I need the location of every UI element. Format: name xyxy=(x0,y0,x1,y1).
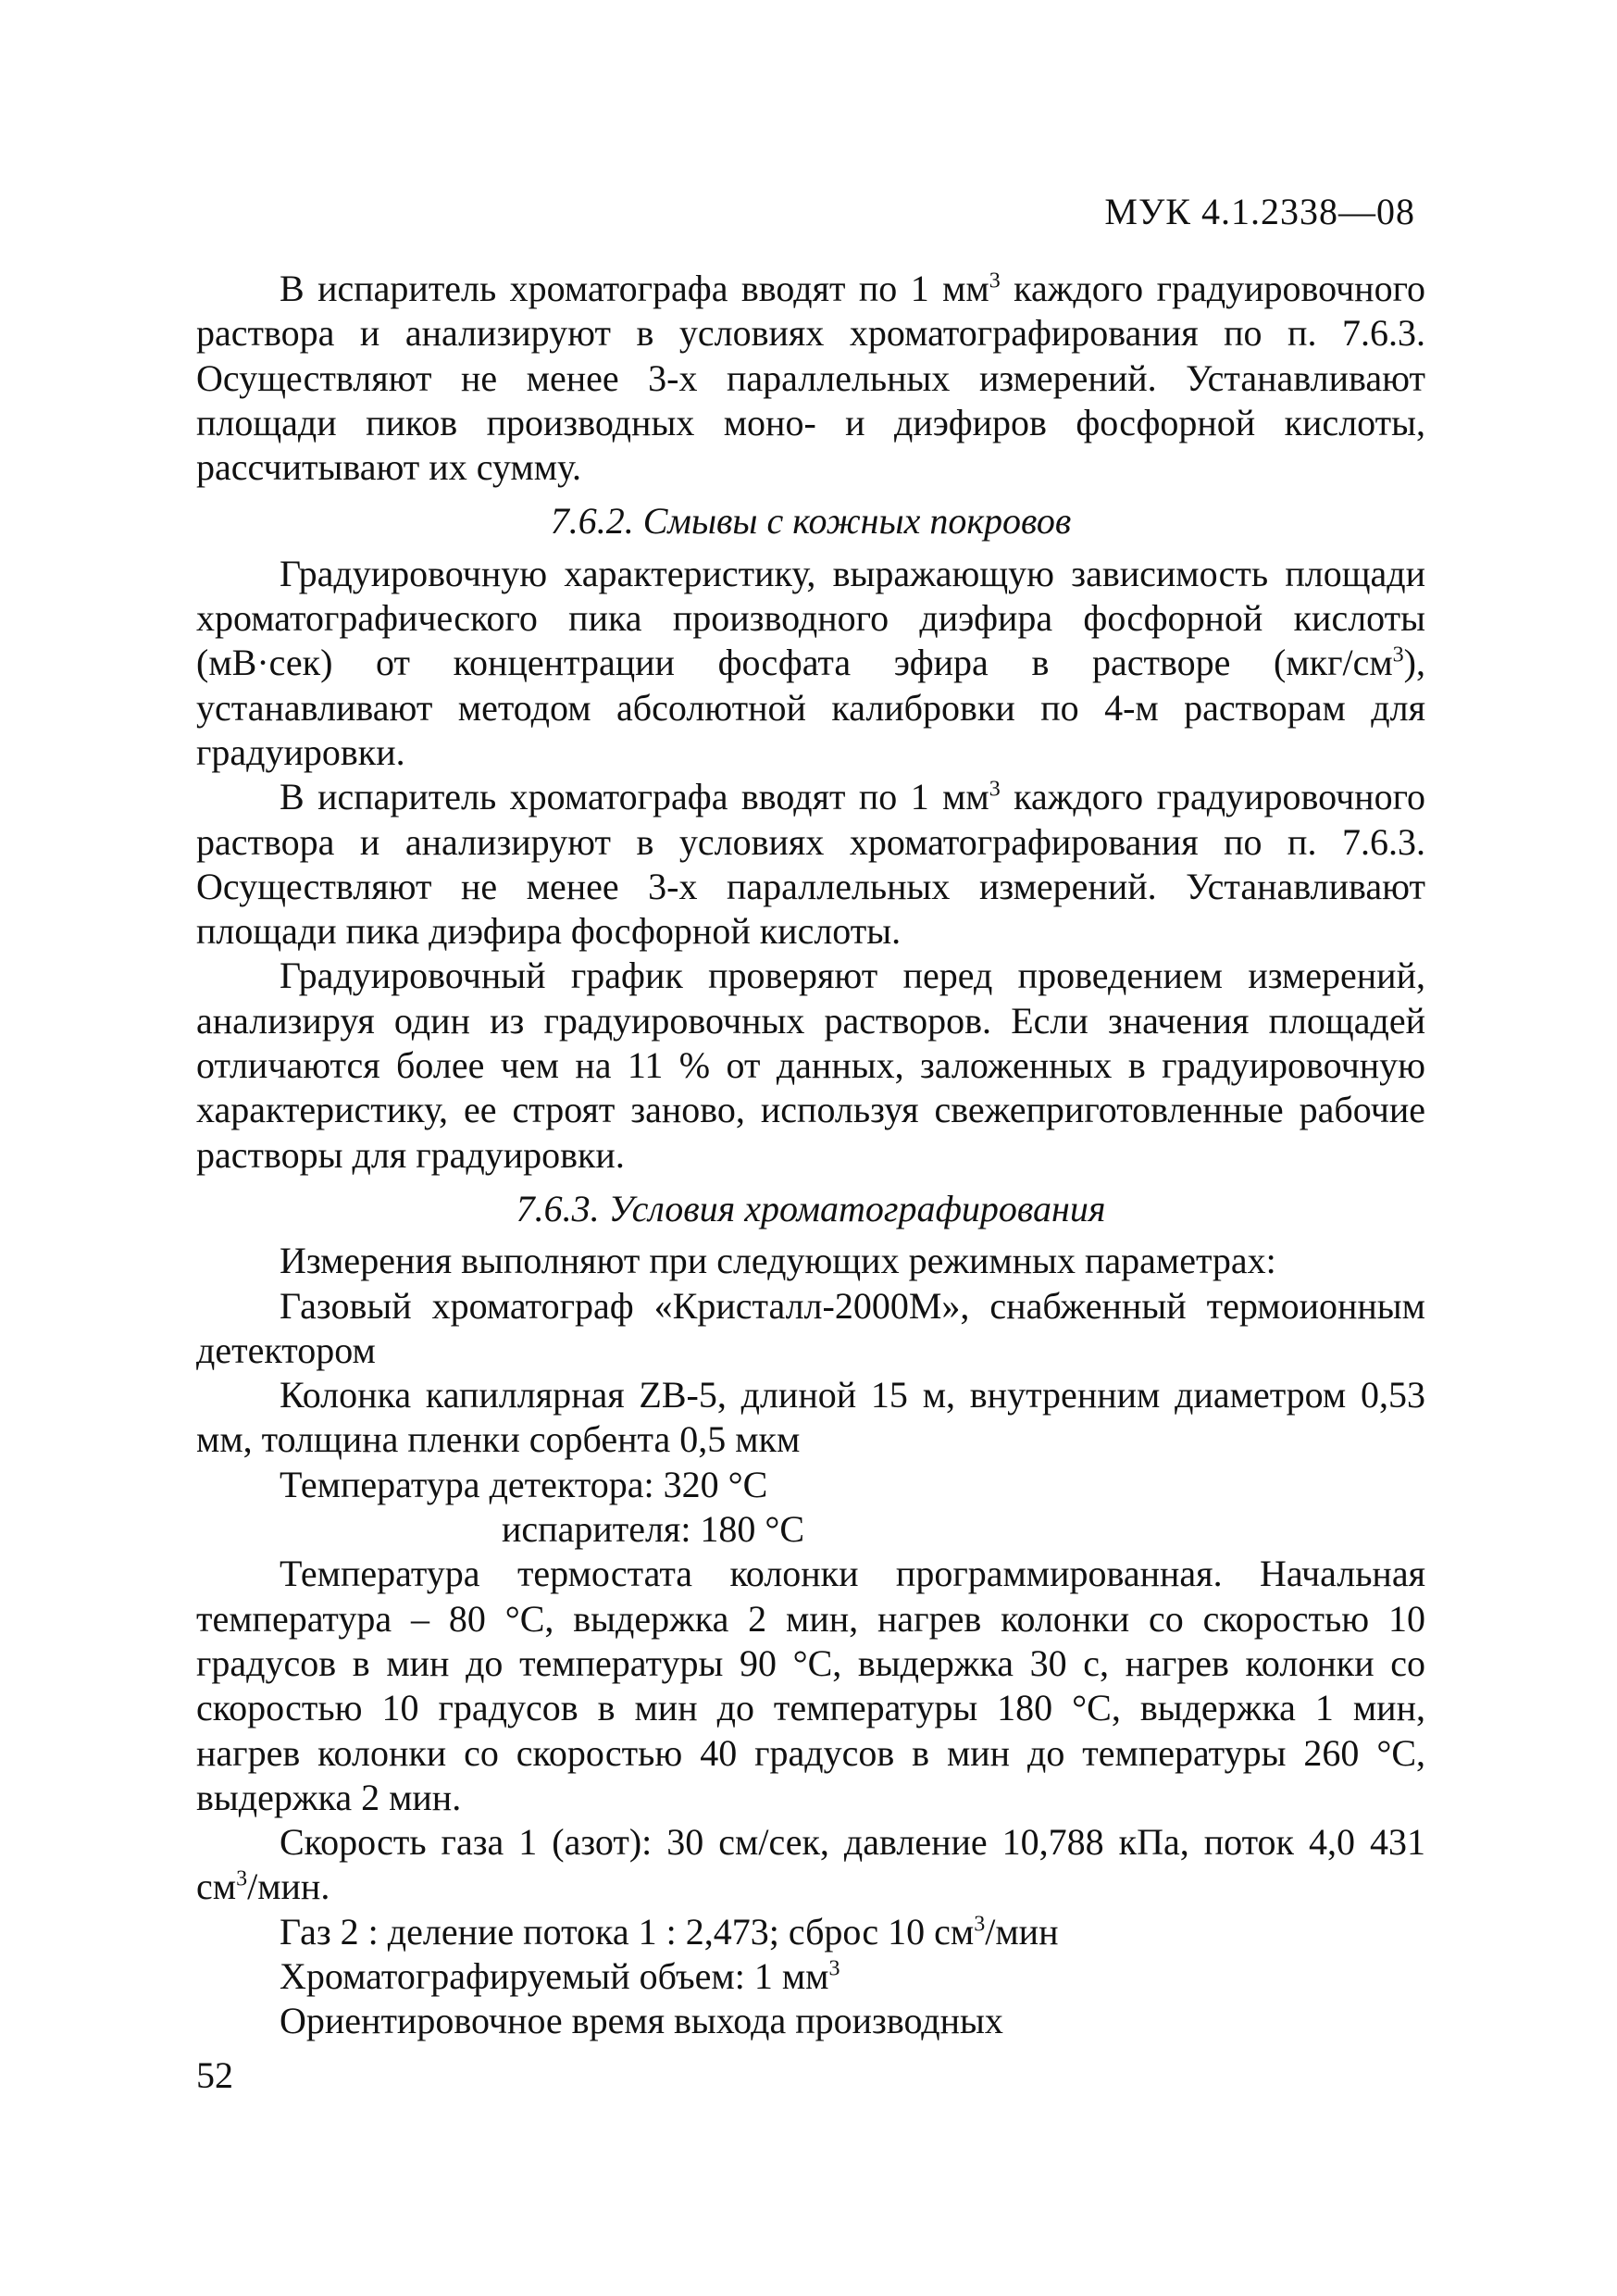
section-heading-skin-swabs: 7.6.2. Смывы с кожных покровов xyxy=(550,500,1072,543)
paragraph-gas-2 xyxy=(196,1910,1425,1954)
text-run: Газ 2 : деление потока 1 : 2,473; сброс 10 см xyxy=(280,1910,975,1953)
paragraph-injection-1 xyxy=(196,267,1425,490)
paragraph-evaporator-temperature: испарителя: 180 °С xyxy=(502,1508,805,1551)
paragraph-injected-volume xyxy=(196,1954,1425,1999)
body-text xyxy=(196,267,1425,2044)
superscript: 3 xyxy=(828,1956,840,1981)
paragraph-gas-1 xyxy=(196,1820,1425,1910)
paragraph-calibration-check: Градуировочный график проверяют перед проведением измерений, анализируя один из градуировочных растворов. Если значения площадей отличаются более чем на 11 % от данных, заложенных в градуировочную характеристику, ее строят заново, используя свежеприготовленные рабочие растворы для градуировки. xyxy=(196,955,1425,1176)
text-run: /мин xyxy=(985,1910,1059,1953)
superscript: 3 xyxy=(989,268,1001,293)
text-run: каждого градуировочного раствора и анализируют в условиях хроматографирования по п. 7.6.3. Осуществляют не менее 3-х параллельных измерений. Устанавливают площади пиков производных моно- и диэфиров фосфорной кислоты, рассчитывают их сумму. xyxy=(196,268,1425,489)
superscript: 3 xyxy=(1392,643,1404,668)
paragraph-detector-temperature: Температура детектора: 320 °С xyxy=(280,1463,768,1505)
text-run: В испаритель хроматографа вводят по 1 мм xyxy=(280,776,989,818)
paragraph-calibration-characteristic xyxy=(196,552,1425,775)
text-run: Градуировочную характеристику, выражающую зависимость площади хроматографического пика производного диэфира фосфорной кислоты (мВ·сек) от концентрации фосфата эфира в растворе (мкг/см xyxy=(196,552,1425,684)
superscript: 3 xyxy=(989,777,1001,802)
text-run: каждого градуировочного раствора и анализируют в условиях хроматографирования по п. 7.6.3. Осуществляют не менее 3-х параллельных измерений. Устанавливают площади пика диэфира фосфорной кислоты. xyxy=(196,776,1425,953)
document-code-header: МУК 4.1.2338—08 xyxy=(1104,191,1415,232)
superscript: 3 xyxy=(974,1912,986,1937)
paragraph-injection-2 xyxy=(196,775,1425,954)
text-run: Хроматографируемый объем: 1 мм xyxy=(280,1954,829,1997)
paragraph-measurement-params: Измерения выполняют при следующих режимных параметрах: xyxy=(280,1240,1276,1282)
section-heading-chromatography-conditions: 7.6.3. Условия хроматографирования xyxy=(516,1187,1106,1229)
page-number: 52 xyxy=(196,2054,233,2096)
text-run: В испаритель хроматографа вводят по 1 мм xyxy=(280,268,989,309)
text-run: ), устанавливают методом абсолютной калибровки по 4-м растворам для градуировки. xyxy=(196,642,1425,773)
text-run: Скорость газа 1 (азот): 30 см/сек, давление 10,788 кПа, поток 4,0 431 см xyxy=(196,1821,1425,1908)
text-run: /мин. xyxy=(247,1866,330,1908)
paragraph-thermostat-program: Температура термостата колонки программированная. Начальная температура – 80 °С, выдержка 2 мин, нагрев колонки со скоростью 10 градусов в мин до температуры 90 °С, выдержка 30 с, нагрев колонки со скоростью 10 градусов в мин до температуры 180 °С, выдержка 1 мин, нагрев колонки со скоростью 40 градусов в мин до температуры 260 °С, выдержка 2 мин. xyxy=(196,1553,1425,1818)
superscript: 3 xyxy=(236,1867,248,1892)
paragraph-retention-time: Ориентировочное время выхода производных xyxy=(280,2000,1003,2042)
paragraph-column: Колонка капиллярная ZB-5, длиной 15 м, внутренним диаметром 0,53 мм, толщина пленки сорбента 0,5 мкм xyxy=(196,1374,1425,1461)
paragraph-gas-chromatograph: Газовый хроматограф «Кристалл-2000М», снабженный термоионным детектором xyxy=(196,1284,1425,1371)
